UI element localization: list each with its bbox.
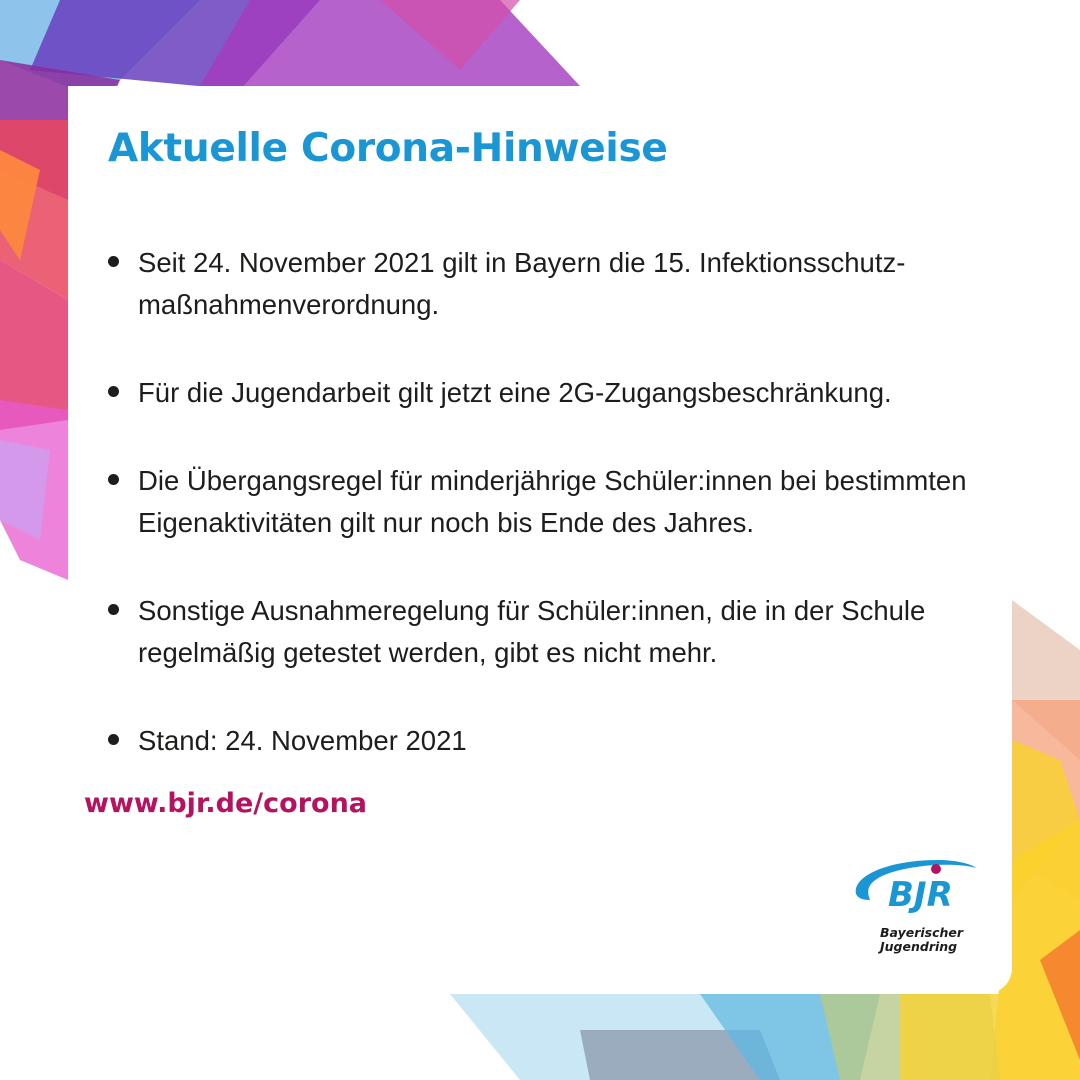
bjr-wordmark: BJR — [888, 875, 953, 915]
list-item: Die Übergangsregel für minderjährige Schüler:innen bei bestimmten Eigenaktivitäten gilt nur noch bis Ende des Jahres. — [108, 460, 968, 544]
bjr-logo-name: Bayerischer Jugendring — [880, 925, 964, 954]
list-item: Für die Jugendarbeit gilt jetzt eine 2G-Zugangsbeschränkung. — [108, 372, 968, 414]
content-card — [68, 86, 1012, 994]
bullet-list — [108, 242, 968, 808]
list-item: Sonstige Ausnahmeregelung für Schüler:innen, die in der Schule regelmäßig getestet werden, gibt es nicht mehr. — [108, 590, 968, 674]
list-item: Seit 24. November 2021 gilt in Bayern die 15. Infektionsschutzmaßnahmenverordnung. — [108, 242, 968, 326]
list-item: Stand: 24. November 2021 — [108, 720, 968, 762]
bjr-logo — [848, 854, 978, 964]
bjr-logo-mark — [848, 854, 978, 918]
website-link[interactable]: www.bjr.de/corona — [84, 788, 368, 819]
page-title: Aktuelle Corona-Hinweise — [108, 126, 668, 171]
